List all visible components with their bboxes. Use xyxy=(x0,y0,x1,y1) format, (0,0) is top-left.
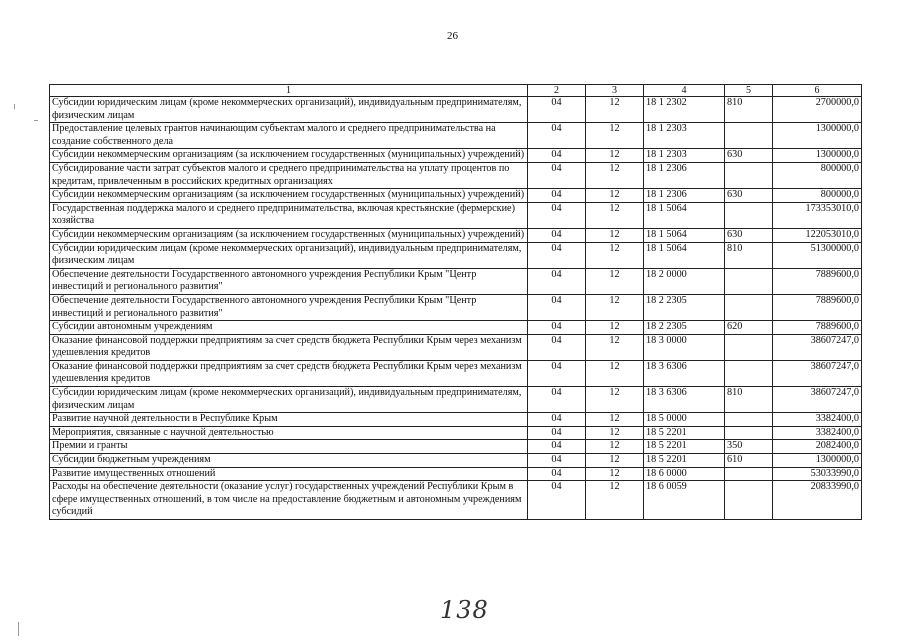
row-name-cell: Оказание финансовой поддержки предприятиям за счет средств бюджета Республики Крым через механизм удешевления кредитов xyxy=(50,334,528,360)
row-code-5-cell: 620 xyxy=(725,321,773,335)
row-code-4-cell: 18 2 0000 xyxy=(644,268,725,294)
row-code-2-cell: 04 xyxy=(528,467,586,481)
row-name-cell: Субсидии юридическим лицам (кроме некоммерческих организаций), индивидуальным предпринимателям, физическим лицам xyxy=(50,97,528,123)
row-code-2-cell: 04 xyxy=(528,268,586,294)
row-code-3-cell: 12 xyxy=(586,97,644,123)
row-code-3-cell: 12 xyxy=(586,123,644,149)
row-amount-cell: 7889600,0 xyxy=(773,321,862,335)
row-amount-cell: 38607247,0 xyxy=(773,360,862,386)
row-name-cell: Мероприятия, связанные с научной деятельностью xyxy=(50,426,528,440)
row-code-3-cell: 12 xyxy=(586,242,644,268)
row-code-2-cell: 04 xyxy=(528,97,586,123)
row-code-4-cell: 18 6 0059 xyxy=(644,481,725,520)
row-code-5-cell xyxy=(725,202,773,228)
row-code-5-cell: 630 xyxy=(725,189,773,203)
table-row xyxy=(50,228,862,242)
row-code-5-cell: 810 xyxy=(725,242,773,268)
column-header: 1 xyxy=(50,85,528,97)
row-code-2-cell: 04 xyxy=(528,162,586,188)
row-code-5-cell xyxy=(725,268,773,294)
row-code-5-cell: 630 xyxy=(725,149,773,163)
row-name-cell: Обеспечение деятельности Государственного автономного учреждения Республики Крым "Центр инвестиций и регионального развития" xyxy=(50,294,528,320)
table-row xyxy=(50,426,862,440)
row-code-3-cell: 12 xyxy=(586,440,644,454)
row-code-5-cell xyxy=(725,413,773,427)
row-code-2-cell: 04 xyxy=(528,440,586,454)
table-row xyxy=(50,454,862,468)
table-row xyxy=(50,189,862,203)
row-code-4-cell: 18 1 2302 xyxy=(644,97,725,123)
row-code-3-cell: 12 xyxy=(586,228,644,242)
row-code-3-cell: 12 xyxy=(586,454,644,468)
row-code-4-cell: 18 1 5064 xyxy=(644,242,725,268)
table-header-row xyxy=(50,85,862,97)
row-amount-cell: 38607247,0 xyxy=(773,387,862,413)
row-code-5-cell xyxy=(725,360,773,386)
row-name-cell: Субсидии юридическим лицам (кроме некоммерческих организаций), индивидуальным предпринимателям, физическим лицам xyxy=(50,242,528,268)
table-row xyxy=(50,413,862,427)
row-code-5-cell: 810 xyxy=(725,387,773,413)
row-code-3-cell: 12 xyxy=(586,162,644,188)
row-name-cell: Субсидии юридическим лицам (кроме некоммерческих организаций), индивидуальным предпринимателям, физическим лицам xyxy=(50,387,528,413)
page-number: 26 xyxy=(447,30,458,42)
table-row xyxy=(50,440,862,454)
row-code-4-cell: 18 1 2303 xyxy=(644,149,725,163)
row-name-cell: Расходы на обеспечение деятельности (оказание услуг) государственных учреждений Республики Крым в сфере имущественных отношений, в том числе на предоставление бюджетным и автономным учреждениям субсидий xyxy=(50,481,528,520)
table-row xyxy=(50,162,862,188)
row-code-5-cell xyxy=(725,294,773,320)
table-row xyxy=(50,97,862,123)
row-code-3-cell: 12 xyxy=(586,334,644,360)
row-code-3-cell: 12 xyxy=(586,149,644,163)
table-row xyxy=(50,467,862,481)
row-code-5-cell: 350 xyxy=(725,440,773,454)
row-code-4-cell: 18 5 2201 xyxy=(644,440,725,454)
row-code-3-cell: 12 xyxy=(586,467,644,481)
row-amount-cell: 1300000,0 xyxy=(773,454,862,468)
row-amount-cell: 800000,0 xyxy=(773,162,862,188)
row-name-cell: Субсидии бюджетным учреждениям xyxy=(50,454,528,468)
row-code-3-cell: 12 xyxy=(586,481,644,520)
row-amount-cell: 3382400,0 xyxy=(773,413,862,427)
row-code-3-cell: 12 xyxy=(586,189,644,203)
row-amount-cell: 7889600,0 xyxy=(773,268,862,294)
row-amount-cell: 51300000,0 xyxy=(773,242,862,268)
row-code-2-cell: 04 xyxy=(528,413,586,427)
budget-table xyxy=(49,84,862,520)
row-name-cell: Субсидии некоммерческим организациям (за исключением государственных (муниципальных) учреждений) xyxy=(50,228,528,242)
row-amount-cell: 2700000,0 xyxy=(773,97,862,123)
table-row xyxy=(50,481,862,520)
row-code-4-cell: 18 1 2303 xyxy=(644,123,725,149)
margin-mark xyxy=(34,120,38,121)
row-amount-cell: 122053010,0 xyxy=(773,228,862,242)
row-code-5-cell xyxy=(725,123,773,149)
row-code-5-cell xyxy=(725,467,773,481)
row-code-4-cell: 18 2 2305 xyxy=(644,294,725,320)
row-code-2-cell: 04 xyxy=(528,321,586,335)
row-code-2-cell: 04 xyxy=(528,202,586,228)
row-code-2-cell: 04 xyxy=(528,123,586,149)
column-header: 3 xyxy=(586,85,644,97)
handwritten-page-number: 138 xyxy=(440,596,489,624)
table-row xyxy=(50,202,862,228)
row-code-4-cell: 18 5 0000 xyxy=(644,413,725,427)
row-amount-cell: 53033990,0 xyxy=(773,467,862,481)
row-code-2-cell: 04 xyxy=(528,334,586,360)
row-amount-cell: 1300000,0 xyxy=(773,123,862,149)
row-code-3-cell: 12 xyxy=(586,426,644,440)
table-row xyxy=(50,334,862,360)
table-row xyxy=(50,149,862,163)
table-row xyxy=(50,268,862,294)
row-code-5-cell xyxy=(725,426,773,440)
row-code-4-cell: 18 2 2305 xyxy=(644,321,725,335)
row-amount-cell: 7889600,0 xyxy=(773,294,862,320)
row-code-4-cell: 18 1 2306 xyxy=(644,162,725,188)
row-code-3-cell: 12 xyxy=(586,360,644,386)
row-code-5-cell xyxy=(725,481,773,520)
row-name-cell: Развитие научной деятельности в Республике Крым xyxy=(50,413,528,427)
row-name-cell: Обеспечение деятельности Государственного автономного учреждения Республики Крым "Центр инвестиций и регионального развития" xyxy=(50,268,528,294)
row-code-4-cell: 18 3 0000 xyxy=(644,334,725,360)
margin-mark xyxy=(14,104,15,109)
row-code-3-cell: 12 xyxy=(586,268,644,294)
row-code-3-cell: 12 xyxy=(586,321,644,335)
table-row xyxy=(50,123,862,149)
row-name-cell: Премии и гранты xyxy=(50,440,528,454)
row-amount-cell: 2082400,0 xyxy=(773,440,862,454)
row-amount-cell: 38607247,0 xyxy=(773,334,862,360)
column-header: 5 xyxy=(725,85,773,97)
row-code-3-cell: 12 xyxy=(586,202,644,228)
row-code-5-cell xyxy=(725,162,773,188)
table-row xyxy=(50,387,862,413)
column-header: 6 xyxy=(773,85,862,97)
row-name-cell: Субсидии некоммерческим организациям (за исключением государственных (муниципальных) учреждений) xyxy=(50,149,528,163)
row-amount-cell: 3382400,0 xyxy=(773,426,862,440)
row-code-4-cell: 18 3 6306 xyxy=(644,360,725,386)
row-code-4-cell: 18 5 2201 xyxy=(644,454,725,468)
row-code-2-cell: 04 xyxy=(528,387,586,413)
row-code-4-cell: 18 5 2201 xyxy=(644,426,725,440)
row-name-cell: Государственная поддержка малого и среднего предпринимательства, включая крестьянские (фермерские) хозяйства xyxy=(50,202,528,228)
row-code-4-cell: 18 1 5064 xyxy=(644,202,725,228)
table-row xyxy=(50,321,862,335)
row-amount-cell: 800000,0 xyxy=(773,189,862,203)
row-code-4-cell: 18 3 6306 xyxy=(644,387,725,413)
row-code-3-cell: 12 xyxy=(586,413,644,427)
row-code-2-cell: 04 xyxy=(528,426,586,440)
column-header: 4 xyxy=(644,85,725,97)
table-row xyxy=(50,294,862,320)
margin-mark xyxy=(18,622,19,636)
row-code-2-cell: 04 xyxy=(528,149,586,163)
row-amount-cell: 20833990,0 xyxy=(773,481,862,520)
row-code-3-cell: 12 xyxy=(586,387,644,413)
row-code-2-cell: 04 xyxy=(528,242,586,268)
row-code-3-cell: 12 xyxy=(586,294,644,320)
row-code-4-cell: 18 1 2306 xyxy=(644,189,725,203)
column-header: 2 xyxy=(528,85,586,97)
row-code-2-cell: 04 xyxy=(528,294,586,320)
row-name-cell: Развитие имущественных отношений xyxy=(50,467,528,481)
table-row xyxy=(50,360,862,386)
row-code-4-cell: 18 6 0000 xyxy=(644,467,725,481)
row-name-cell: Субсидии некоммерческим организациям (за исключением государственных (муниципальных) учреждений) xyxy=(50,189,528,203)
row-name-cell: Субсидирование части затрат субъектов малого и среднего предпринимательства на уплату процентов по кредитам, привлеченным в российских кредитных организациях xyxy=(50,162,528,188)
row-code-5-cell: 610 xyxy=(725,454,773,468)
row-code-2-cell: 04 xyxy=(528,360,586,386)
row-name-cell: Субсидии автономным учреждениям xyxy=(50,321,528,335)
row-code-5-cell: 810 xyxy=(725,97,773,123)
row-amount-cell: 1300000,0 xyxy=(773,149,862,163)
row-code-2-cell: 04 xyxy=(528,189,586,203)
table-row xyxy=(50,242,862,268)
row-code-2-cell: 04 xyxy=(528,228,586,242)
row-amount-cell: 173353010,0 xyxy=(773,202,862,228)
row-code-2-cell: 04 xyxy=(528,454,586,468)
row-name-cell: Предоставление целевых грантов начинающим субъектам малого и среднего предпринимательства на создание собственного дела xyxy=(50,123,528,149)
row-name-cell: Оказание финансовой поддержки предприятиям за счет средств бюджета Республики Крым через механизм удешевления кредитов xyxy=(50,360,528,386)
row-code-5-cell: 630 xyxy=(725,228,773,242)
row-code-2-cell: 04 xyxy=(528,481,586,520)
row-code-5-cell xyxy=(725,334,773,360)
row-code-4-cell: 18 1 5064 xyxy=(644,228,725,242)
